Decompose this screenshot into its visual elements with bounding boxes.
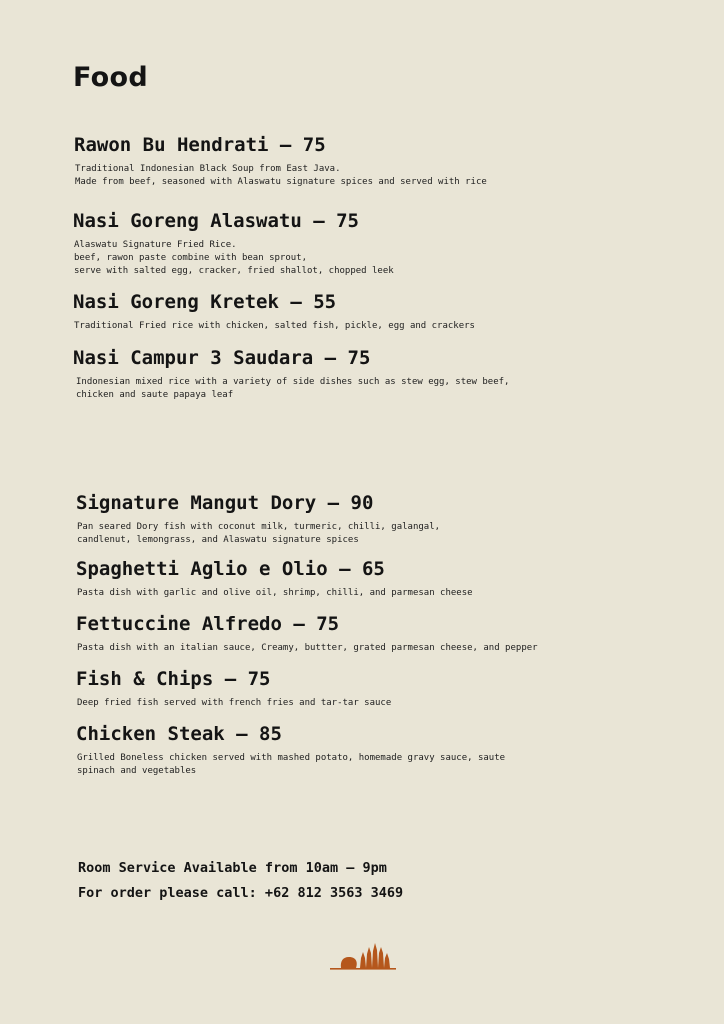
menu-item-name: Signature Mangut Dory – 90 xyxy=(76,492,374,514)
menu-item-name: Chicken Steak – 85 xyxy=(76,723,282,745)
page-title: Food xyxy=(73,62,148,93)
order-phone: For order please call: +62 812 3563 3469 xyxy=(78,885,404,901)
menu-item-name: Nasi Goreng Kretek – 55 xyxy=(73,291,337,313)
menu-item-description: Traditional Indonesian Black Soup from East Java. Made from beef, seasoned with Alaswatu signature spices and served with rice xyxy=(75,164,487,187)
alaswatu-logo-icon xyxy=(330,938,398,972)
menu-item-description: Pasta dish with an italian sauce, Creamy, buttter, grated parmesan cheese, and pepper xyxy=(77,643,538,653)
menu-item-fish-chips xyxy=(76,667,391,710)
menu-item-description: Alaswatu Signature Fried Rice. beef, rawon paste combine with bean sprout, serve with salted egg, cracker, fried shallot, chopped leek xyxy=(74,240,394,276)
menu-item-description: Pan seared Dory fish with coconut milk, turmeric, chilli, galangal, candlenut, lemongrass, and Alaswatu signature spices xyxy=(77,522,441,545)
menu-item-spaghetti xyxy=(76,557,473,600)
menu-item-description: Deep fried fish served with french fries and tar-tar sauce xyxy=(77,698,392,708)
menu-item-name: Fettuccine Alfredo – 75 xyxy=(76,613,340,635)
menu-item-chicken-steak xyxy=(76,722,505,778)
menu-item-description: Grilled Boneless chicken served with mashed potato, homemade gravy sauce, saute spinach and vegetables xyxy=(77,753,506,776)
menu-item-description: Pasta dish with garlic and olive oil, shrimp, chilli, and parmesan cheese xyxy=(77,588,473,598)
menu-item-nasi-goreng-alaswatu xyxy=(73,209,394,278)
menu-item-nasi-goreng-kretek xyxy=(73,290,475,333)
menu-item-name: Fish & Chips – 75 xyxy=(76,668,271,690)
menu-item-mangut-dory xyxy=(76,491,440,547)
contact-info xyxy=(78,856,403,906)
menu-item-fettuccine xyxy=(76,612,538,655)
service-hours: Room Service Available from 10am – 9pm xyxy=(78,860,387,876)
menu-item-name: Spaghetti Aglio e Olio – 65 xyxy=(76,558,385,580)
menu-item-description: Indonesian mixed rice with a variety of side dishes such as stew egg, stew beef, chicken and saute papaya leaf xyxy=(76,377,510,400)
menu-item-name: Nasi Goreng Alaswatu – 75 xyxy=(73,210,359,232)
menu-item-description: Traditional Fried rice with chicken, salted fish, pickle, egg and crackers xyxy=(74,321,475,331)
menu-item-name: Nasi Campur 3 Saudara – 75 xyxy=(73,347,371,369)
menu-item-rawon xyxy=(74,133,487,189)
menu-item-nasi-campur xyxy=(73,346,509,402)
menu-item-name: Rawon Bu Hendrati – 75 xyxy=(74,134,326,156)
